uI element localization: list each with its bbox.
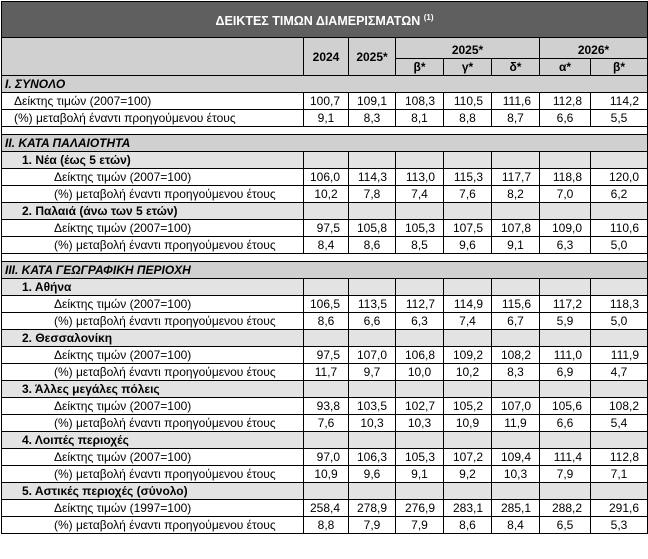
value-cell: 9,1 xyxy=(304,110,349,127)
price-index-table xyxy=(1,1,648,534)
subgroup-fill-cell xyxy=(396,152,444,169)
subgroup-title: 3. Άλλες μεγάλες πόλεις xyxy=(2,381,304,398)
subgroup-fill-cell xyxy=(492,330,540,347)
table-row xyxy=(2,186,648,203)
header-2025-q3: γ* xyxy=(444,59,492,76)
value-cell: 8,3 xyxy=(349,110,396,127)
row-label: Δείκτης τιμών (2007=100) xyxy=(2,347,304,364)
value-cell: 109,0 xyxy=(540,220,591,237)
table-row xyxy=(2,398,648,415)
value-cell: 9,6 xyxy=(349,466,396,483)
row-label: (%) μεταβολή έναντι προηγούμενου έτους xyxy=(2,186,304,203)
table-row xyxy=(2,466,648,483)
value-cell: 111,6 xyxy=(492,93,540,110)
subgroup-fill-cell xyxy=(591,483,648,500)
subgroup-fill-cell xyxy=(349,152,396,169)
value-cell: 112,7 xyxy=(396,296,444,313)
value-cell: 105,8 xyxy=(349,220,396,237)
subgroup-fill-cell xyxy=(304,203,349,220)
subgroup-fill-cell xyxy=(591,203,648,220)
value-cell: 6,5 xyxy=(540,517,591,534)
row-label: Δείκτης τιμών (2007=100) xyxy=(2,398,304,415)
subgroup-fill-cell xyxy=(349,203,396,220)
table-row xyxy=(2,449,648,466)
value-cell: 8,8 xyxy=(304,517,349,534)
subgroup-title: 1. Αθήνα xyxy=(2,279,304,296)
row-label: (%) μεταβολή έναντι προηγούμενου έτους xyxy=(2,364,304,381)
subgroup-title: 2. Θεσσαλονίκη xyxy=(2,330,304,347)
subgroup-fill-cell xyxy=(540,330,591,347)
value-cell: 9,1 xyxy=(396,466,444,483)
subgroup-fill-cell xyxy=(396,279,444,296)
value-cell: 103,5 xyxy=(349,398,396,415)
value-cell: 276,9 xyxy=(396,500,444,517)
value-cell: 109,2 xyxy=(444,347,492,364)
value-cell: 9,2 xyxy=(444,466,492,483)
value-cell: 9,1 xyxy=(492,237,540,254)
subgroup-fill-cell xyxy=(540,381,591,398)
value-cell: 115,6 xyxy=(492,296,540,313)
header-2026-q2: β* xyxy=(591,59,648,76)
value-cell: 7,1 xyxy=(591,466,648,483)
value-cell: 285,1 xyxy=(492,500,540,517)
value-cell: 10,9 xyxy=(444,415,492,432)
header-2025-q4: δ* xyxy=(492,59,540,76)
value-cell: 5,9 xyxy=(540,313,591,330)
subgroup-fill-cell xyxy=(396,203,444,220)
value-cell: 278,9 xyxy=(349,500,396,517)
value-cell: 9,6 xyxy=(444,237,492,254)
subgroup-fill-cell xyxy=(492,152,540,169)
header-blank-cell xyxy=(2,38,304,76)
subgroup-header-row xyxy=(2,152,648,169)
value-cell: 5,5 xyxy=(591,110,648,127)
subgroup-fill-cell xyxy=(396,483,444,500)
value-cell: 112,8 xyxy=(540,93,591,110)
value-cell: 110,5 xyxy=(444,93,492,110)
spacer-cell xyxy=(2,127,648,135)
value-cell: 6,3 xyxy=(540,237,591,254)
subgroup-fill-cell xyxy=(540,203,591,220)
value-cell: 97,5 xyxy=(304,347,349,364)
table-row xyxy=(2,500,648,517)
subgroup-fill-cell xyxy=(591,432,648,449)
table-row xyxy=(2,517,648,534)
subgroup-fill-cell xyxy=(396,330,444,347)
value-cell: 7,6 xyxy=(444,186,492,203)
table-row xyxy=(2,347,648,364)
subgroup-fill-cell xyxy=(540,483,591,500)
subgroup-fill-cell xyxy=(444,483,492,500)
section-title: I. ΣΥΝΟΛΟ xyxy=(2,76,648,93)
subgroup-title: 5. Αστικές περιοχές (σύνολο) xyxy=(2,483,304,500)
value-cell: 118,3 xyxy=(591,296,648,313)
value-cell: 105,2 xyxy=(444,398,492,415)
subgroup-fill-cell xyxy=(444,203,492,220)
value-cell: 6,3 xyxy=(396,313,444,330)
value-cell: 4,7 xyxy=(591,364,648,381)
value-cell: 7,0 xyxy=(540,186,591,203)
value-cell: 5,0 xyxy=(591,237,648,254)
value-cell: 6,2 xyxy=(591,186,648,203)
table-row xyxy=(2,169,648,186)
value-cell: 10,9 xyxy=(304,466,349,483)
value-cell: 10,3 xyxy=(396,415,444,432)
value-cell: 120,0 xyxy=(591,169,648,186)
row-label: Δείκτης τιμών (2007=100) xyxy=(2,169,304,186)
subgroup-fill-cell xyxy=(304,152,349,169)
subgroup-fill-cell xyxy=(492,203,540,220)
subgroup-fill-cell xyxy=(492,279,540,296)
value-cell: 10,2 xyxy=(304,186,349,203)
subgroup-fill-cell xyxy=(304,381,349,398)
value-cell: 107,0 xyxy=(492,398,540,415)
value-cell: 8,1 xyxy=(396,110,444,127)
row-label: Δείκτης τιμών (2007=100) xyxy=(2,220,304,237)
table-row xyxy=(2,93,648,110)
subgroup-fill-cell xyxy=(591,279,648,296)
subgroup-fill-cell xyxy=(444,152,492,169)
subgroup-header-row xyxy=(2,432,648,449)
subgroup-fill-cell xyxy=(540,432,591,449)
subgroup-fill-cell xyxy=(591,330,648,347)
value-cell: 108,2 xyxy=(492,347,540,364)
row-label: (%) μεταβολή έναντι προηγούμενου έτους xyxy=(2,415,304,432)
value-cell: 8,7 xyxy=(492,110,540,127)
subgroup-header-row xyxy=(2,483,648,500)
value-cell: 110,6 xyxy=(591,220,648,237)
value-cell: 8,6 xyxy=(304,313,349,330)
header-2026-quarters: 2026* xyxy=(540,38,648,59)
table-row xyxy=(2,110,648,127)
value-cell: 7,9 xyxy=(396,517,444,534)
value-cell: 5,3 xyxy=(591,517,648,534)
row-label: (%) μεταβολή έναντι προηγούμενου έτους xyxy=(2,517,304,534)
value-cell: 7,8 xyxy=(349,186,396,203)
value-cell: 11,7 xyxy=(304,364,349,381)
value-cell: 10,3 xyxy=(492,466,540,483)
subgroup-fill-cell xyxy=(591,381,648,398)
value-cell: 8,5 xyxy=(396,237,444,254)
table-title-text: ΔΕΙΚΤΕΣ ΤΙΜΩΝ ΔΙΑΜΕΡΙΣΜΑΤΩΝ xyxy=(215,14,421,29)
subgroup-fill-cell xyxy=(304,279,349,296)
header-2025-q2: β* xyxy=(396,59,444,76)
value-cell: 107,5 xyxy=(444,220,492,237)
value-cell: 8,6 xyxy=(349,237,396,254)
subgroup-header-row xyxy=(2,381,648,398)
value-cell: 6,9 xyxy=(540,364,591,381)
value-cell: 117,2 xyxy=(540,296,591,313)
value-cell: 111,0 xyxy=(540,347,591,364)
subgroup-fill-cell xyxy=(349,381,396,398)
value-cell: 112,8 xyxy=(591,449,648,466)
table-title-footnote: (1) xyxy=(423,12,434,22)
table-row xyxy=(2,237,648,254)
subgroup-title: 4. Λοιπές περιοχές xyxy=(2,432,304,449)
value-cell: 7,4 xyxy=(396,186,444,203)
subgroup-fill-cell xyxy=(444,330,492,347)
value-cell: 117,7 xyxy=(492,169,540,186)
value-cell: 109,4 xyxy=(492,449,540,466)
section-header-row xyxy=(2,262,648,279)
value-cell: 97,5 xyxy=(304,220,349,237)
value-cell: 105,3 xyxy=(396,220,444,237)
value-cell: 108,2 xyxy=(591,398,648,415)
value-cell: 111,9 xyxy=(591,347,648,364)
row-label: (%) μεταβολή έναντι προηγούμενου έτους xyxy=(2,466,304,483)
table-row xyxy=(2,364,648,381)
value-cell: 106,3 xyxy=(349,449,396,466)
table-row xyxy=(2,415,648,432)
section-title: III. ΚΑΤΑ ΓΕΩΓΡΑΦΙΚΗ ΠΕΡΙΟΧΗ xyxy=(2,262,648,279)
section-spacer xyxy=(2,254,648,262)
subgroup-fill-cell xyxy=(540,279,591,296)
subgroup-fill-cell xyxy=(349,279,396,296)
subgroup-fill-cell xyxy=(304,432,349,449)
value-cell: 10,3 xyxy=(349,415,396,432)
value-cell: 93,8 xyxy=(304,398,349,415)
row-label: Δείκτης τιμών (1997=100) xyxy=(2,500,304,517)
value-cell: 115,3 xyxy=(444,169,492,186)
value-cell: 8,8 xyxy=(444,110,492,127)
subgroup-title: 2. Παλαιά (άνω των 5 ετών) xyxy=(2,203,304,220)
value-cell: 107,0 xyxy=(349,347,396,364)
value-cell: 107,2 xyxy=(444,449,492,466)
value-cell: 10,0 xyxy=(396,364,444,381)
value-cell: 114,3 xyxy=(349,169,396,186)
row-label: Δείκτης τιμών (2007=100) xyxy=(2,449,304,466)
value-cell: 113,0 xyxy=(396,169,444,186)
subgroup-fill-cell xyxy=(349,483,396,500)
subgroup-fill-cell xyxy=(591,152,648,169)
value-cell: 8,4 xyxy=(304,237,349,254)
value-cell: 105,3 xyxy=(396,449,444,466)
value-cell: 102,7 xyxy=(396,398,444,415)
subgroup-fill-cell xyxy=(492,381,540,398)
section-header-row xyxy=(2,76,648,93)
value-cell: 7,4 xyxy=(444,313,492,330)
subgroup-fill-cell xyxy=(349,432,396,449)
value-cell: 10,2 xyxy=(444,364,492,381)
value-cell: 8,4 xyxy=(492,517,540,534)
value-cell: 5,0 xyxy=(591,313,648,330)
table-title-row xyxy=(2,2,648,38)
header-2025-quarters: 2025* xyxy=(396,38,540,59)
subgroup-fill-cell xyxy=(396,432,444,449)
value-cell: 291,6 xyxy=(591,500,648,517)
value-cell: 106,5 xyxy=(304,296,349,313)
subgroup-header-row xyxy=(2,330,648,347)
subgroup-header-row xyxy=(2,203,648,220)
value-cell: 7,9 xyxy=(540,466,591,483)
value-cell: 6,6 xyxy=(540,415,591,432)
value-cell: 114,9 xyxy=(444,296,492,313)
table-title xyxy=(2,2,648,38)
subgroup-fill-cell xyxy=(444,432,492,449)
table-row xyxy=(2,220,648,237)
row-label: (%) μεταβολή έναντι προηγούμενου έτους xyxy=(2,237,304,254)
value-cell: 5,4 xyxy=(591,415,648,432)
value-cell: 106,0 xyxy=(304,169,349,186)
value-cell: 100,7 xyxy=(304,93,349,110)
header-2025-annual: 2025* xyxy=(349,38,396,76)
table-row xyxy=(2,313,648,330)
subgroup-fill-cell xyxy=(492,432,540,449)
subgroup-fill-cell xyxy=(304,330,349,347)
value-cell: 8,6 xyxy=(444,517,492,534)
value-cell: 258,4 xyxy=(304,500,349,517)
subgroup-fill-cell xyxy=(304,483,349,500)
subgroup-fill-cell xyxy=(540,152,591,169)
value-cell: 7,6 xyxy=(304,415,349,432)
row-label: (%) μεταβολή έναντι προηγούμενου έτους xyxy=(2,313,304,330)
spacer-cell xyxy=(2,254,648,262)
subgroup-fill-cell xyxy=(396,381,444,398)
value-cell: 106,8 xyxy=(396,347,444,364)
value-cell: 108,3 xyxy=(396,93,444,110)
value-cell: 11,9 xyxy=(492,415,540,432)
section-spacer xyxy=(2,127,648,135)
value-cell: 8,2 xyxy=(492,186,540,203)
subgroup-fill-cell xyxy=(444,381,492,398)
value-cell: 7,9 xyxy=(349,517,396,534)
value-cell: 109,1 xyxy=(349,93,396,110)
value-cell: 9,7 xyxy=(349,364,396,381)
value-cell: 113,5 xyxy=(349,296,396,313)
subgroup-title: 1. Νέα (έως 5 ετών) xyxy=(2,152,304,169)
subgroup-fill-cell xyxy=(444,279,492,296)
section-title: II. ΚΑΤΑ ΠΑΛΑΙΟΤΗΤΑ xyxy=(2,135,648,152)
value-cell: 111,4 xyxy=(540,449,591,466)
value-cell: 8,3 xyxy=(492,364,540,381)
value-cell: 97,0 xyxy=(304,449,349,466)
subgroup-fill-cell xyxy=(349,330,396,347)
header-2026-q1: α* xyxy=(540,59,591,76)
value-cell: 283,1 xyxy=(444,500,492,517)
row-label: (%) μεταβολή έναντι προηγούμενου έτους xyxy=(2,110,304,127)
subgroup-fill-cell xyxy=(492,483,540,500)
value-cell: 118,8 xyxy=(540,169,591,186)
section-header-row xyxy=(2,135,648,152)
table-row xyxy=(2,296,648,313)
header-row-years xyxy=(2,38,648,59)
value-cell: 6,7 xyxy=(492,313,540,330)
value-cell: 105,6 xyxy=(540,398,591,415)
value-cell: 6,6 xyxy=(349,313,396,330)
row-label: Δείκτης τιμών (2007=100) xyxy=(2,93,304,110)
subgroup-header-row xyxy=(2,279,648,296)
value-cell: 107,8 xyxy=(492,220,540,237)
row-label: Δείκτης τιμών (2007=100) xyxy=(2,296,304,313)
value-cell: 6,6 xyxy=(540,110,591,127)
header-2024: 2024 xyxy=(304,38,349,76)
value-cell: 288,2 xyxy=(540,500,591,517)
value-cell: 114,2 xyxy=(591,93,648,110)
